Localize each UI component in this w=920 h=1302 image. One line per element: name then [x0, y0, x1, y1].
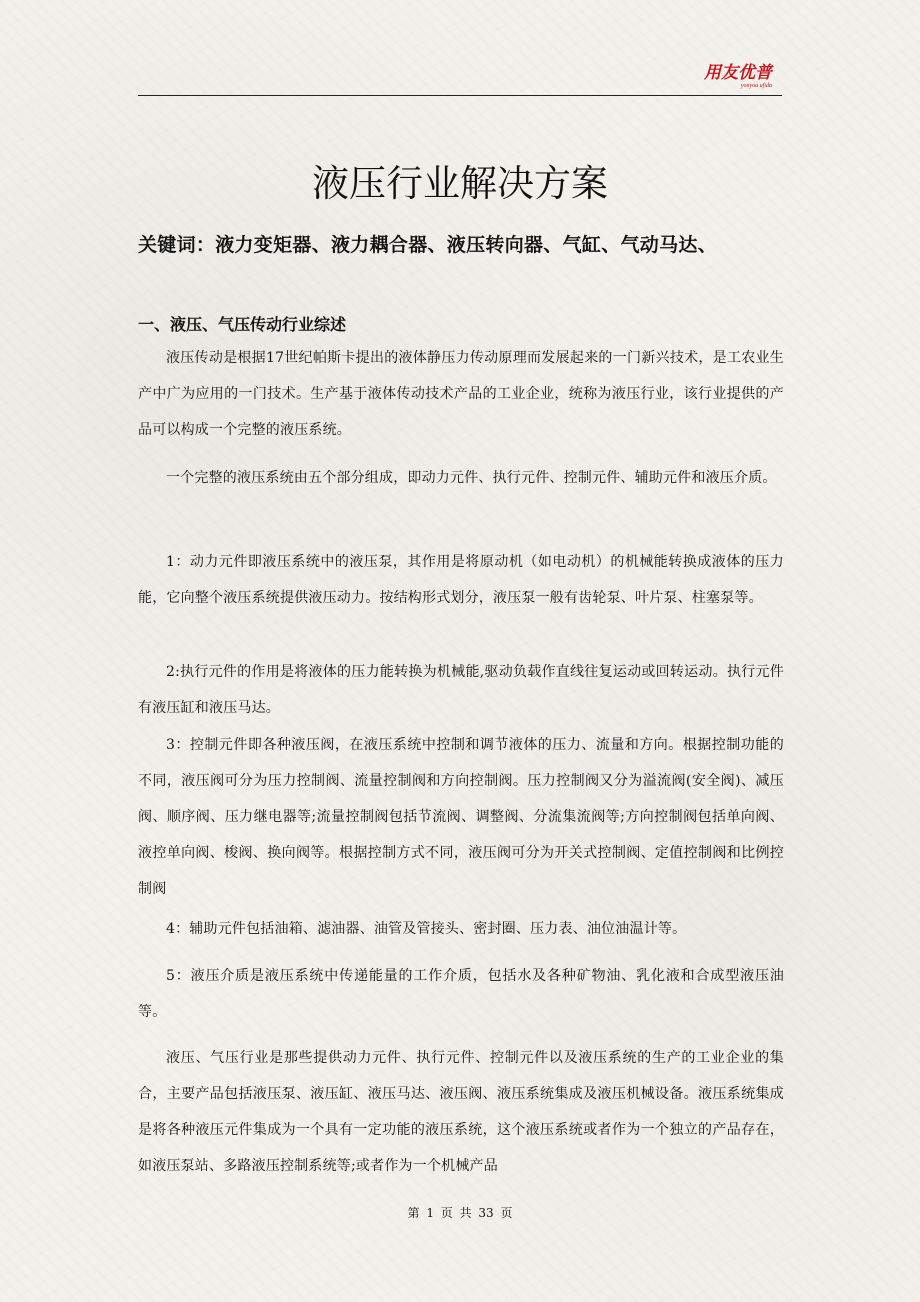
- header-divider: [138, 95, 782, 96]
- logo-subtext: yonyou ufida: [740, 83, 772, 89]
- logo-text: 用友优普: [704, 63, 772, 83]
- paragraph-power-element: 1：动力元件即液压系统中的液压泵，其作用是将原动机（如电动机）的机械能转换成液体的压力能，它向整个液压系统提供液压动力。按结构形式划分，液压泵一般有齿轮泵、叶片泵、柱塞泵等。: [138, 554, 784, 606]
- paragraph-medium: 5：液压介质是液压系统中传递能量的工作介质，包括水及各种矿物油、乳化液和合成型液压油等。: [138, 968, 784, 1020]
- paragraph-industry: 液压、气压行业是那些提供动力元件、执行元件、控制元件以及液压系统的生产的工业企业的集合，主要产品包括液压泵、液压缸、液压马达、液压阀、液压系统集成及液压机械设备。液压系统集成是将各种液压元件集成为一个具有一定功能的液压系统，这个液压系统或者作为一个独立的产品存在，如液压泵站、多路液压控制系统等;或者作为一个机械产品: [138, 1050, 784, 1174]
- keywords-line: 关键词：液力变矩器、液力耦合器、液压转向器、气缸、气动马达、: [138, 234, 718, 256]
- paragraph-intro: 液压传动是根据17世纪帕斯卡提出的液体静压力传动原理而发展起来的一门新兴技术，是工农业生产中广为应用的一门技术。生产基于液体传动技术产品的工业企业，统称为液压行业，该行业提供的产品可以构成一个完整的液压系统。: [138, 350, 784, 438]
- paragraph-auxiliary: 4：辅助元件包括油箱、滤油器、油管及管接头、密封圈、压力表、油位油温计等。: [166, 921, 687, 937]
- paragraph-components: 一个完整的液压系统由五个部分组成，即动力元件、执行元件、控制元件、辅助元件和液压介质。: [166, 470, 777, 486]
- logo: [676, 64, 772, 92]
- paragraph-control-element: 3：控制元件即各种液压阀，在液压系统中控制和调节液体的压力、流量和方向。根据控制功能的不同，液压阀可分为压力控制阀、流量控制阀和方向控制阀。压力控制阀又分为溢流阀(安全阀)、减压阀、顺序阀、压力继电器等;流量控制阀包括节流阀、调整阀、分流集流阀等;方向控制阀包括单向阀、液控单向阀、梭阀、换向阀等。根据控制方式不同，液压阀可分为开关式控制阀、定值控制阀和比例控制阀: [138, 737, 784, 897]
- paragraph-actuator: 2:执行元件的作用是将液体的压力能转换为机械能,驱动负载作直线往复运动或回转运动。执行元件有液压缸和液压马达。: [138, 664, 784, 716]
- page-footer: 第 1 页 共 33 页: [407, 1206, 513, 1220]
- section-heading: 一、液压、气压传动行业综述: [138, 315, 347, 334]
- document-title: 液压行业解决方案: [312, 162, 608, 205]
